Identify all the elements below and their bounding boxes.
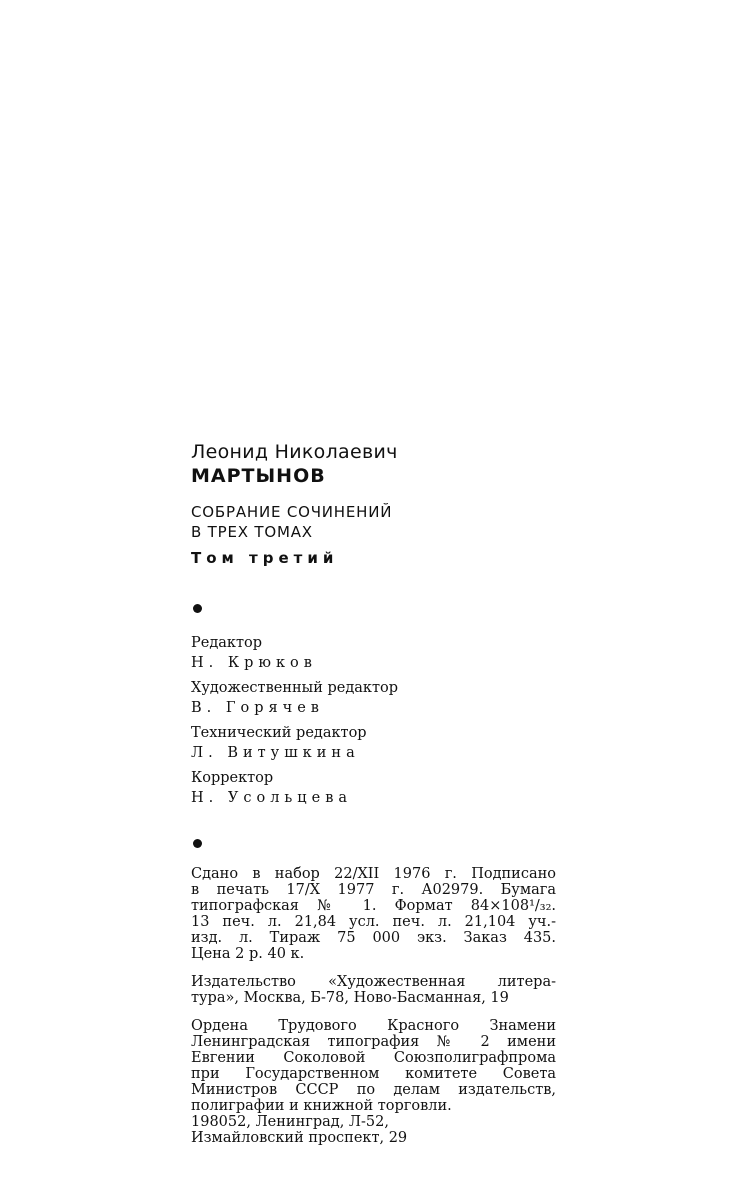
bullet-divider bbox=[193, 839, 202, 848]
volume-label: Том третий bbox=[191, 549, 339, 567]
imprint-line: Сдано в набор 22/XII 1976 г. Подписано bbox=[191, 866, 556, 882]
credit-role: Художественный редактор bbox=[191, 680, 398, 696]
credit-person: Н. Крюков bbox=[191, 655, 317, 671]
imprint-line: Ордена Трудового Красного Знамени bbox=[191, 1018, 556, 1034]
credit-art-editor bbox=[191, 678, 571, 718]
imprint-line: Министров СССР по делам издательств, bbox=[191, 1082, 556, 1098]
imprint-line: в печать 17/X 1977 г. А02979. Бумага bbox=[191, 882, 556, 898]
credit-technical-editor bbox=[191, 723, 571, 763]
imprint-line: полиграфии и книжной торговли. bbox=[191, 1098, 452, 1114]
book-title bbox=[191, 502, 571, 542]
credits bbox=[191, 633, 571, 808]
imprint-line: тура», Москва, Б-78, Ново-Басманная, 19 bbox=[191, 990, 509, 1006]
credit-proofreader bbox=[191, 768, 571, 808]
printer-paragraph bbox=[191, 1018, 556, 1146]
credit-role: Технический редактор bbox=[191, 725, 367, 741]
imprint-line: Измайловский проспект, 29 bbox=[191, 1130, 408, 1146]
credit-role: Корректор bbox=[191, 770, 274, 786]
imprint-line: Евгении Соколовой Союзполиграфпрома bbox=[191, 1050, 556, 1066]
imprint-line: при Государственном комитете Совета bbox=[191, 1066, 556, 1082]
imprint-line: Цена 2 р. 40 к. bbox=[191, 946, 305, 962]
imprint-line: Издательство «Художественная литера- bbox=[191, 974, 556, 990]
book-title-line: СОБРАНИЕ СОЧИНЕНИЙ bbox=[191, 503, 393, 521]
imprint-line: типографская № 1. Формат 84×108¹/₃₂. bbox=[191, 898, 556, 914]
author-name: Леонид Николаевич bbox=[191, 441, 398, 463]
credit-role: Редактор bbox=[191, 635, 263, 651]
credit-person: Л. Витушкина bbox=[191, 745, 360, 761]
imprint-line: 13 печ. л. 21,84 усл. печ. л. 21,104 уч.- bbox=[191, 914, 556, 930]
credit-person: В. Горячев bbox=[191, 700, 324, 716]
print-data-paragraph bbox=[191, 866, 556, 962]
book-title-line: В ТРЕХ ТОМАХ bbox=[191, 523, 313, 541]
imprint bbox=[191, 866, 556, 1146]
imprint-line: Ленинградская типография № 2 имени bbox=[191, 1034, 556, 1050]
publisher-paragraph bbox=[191, 974, 556, 1006]
author-surname: МАРТЫНОВ bbox=[191, 465, 326, 487]
imprint-line: изд. л. Тираж 75 000 экз. Заказ 435. bbox=[191, 930, 556, 946]
credit-person: Н. Усольцева bbox=[191, 790, 353, 806]
bullet-divider bbox=[193, 604, 202, 613]
credit-editor bbox=[191, 633, 571, 673]
imprint-line: 198052, Ленинград, Л-52, bbox=[191, 1114, 389, 1130]
colophon bbox=[191, 440, 571, 1158]
